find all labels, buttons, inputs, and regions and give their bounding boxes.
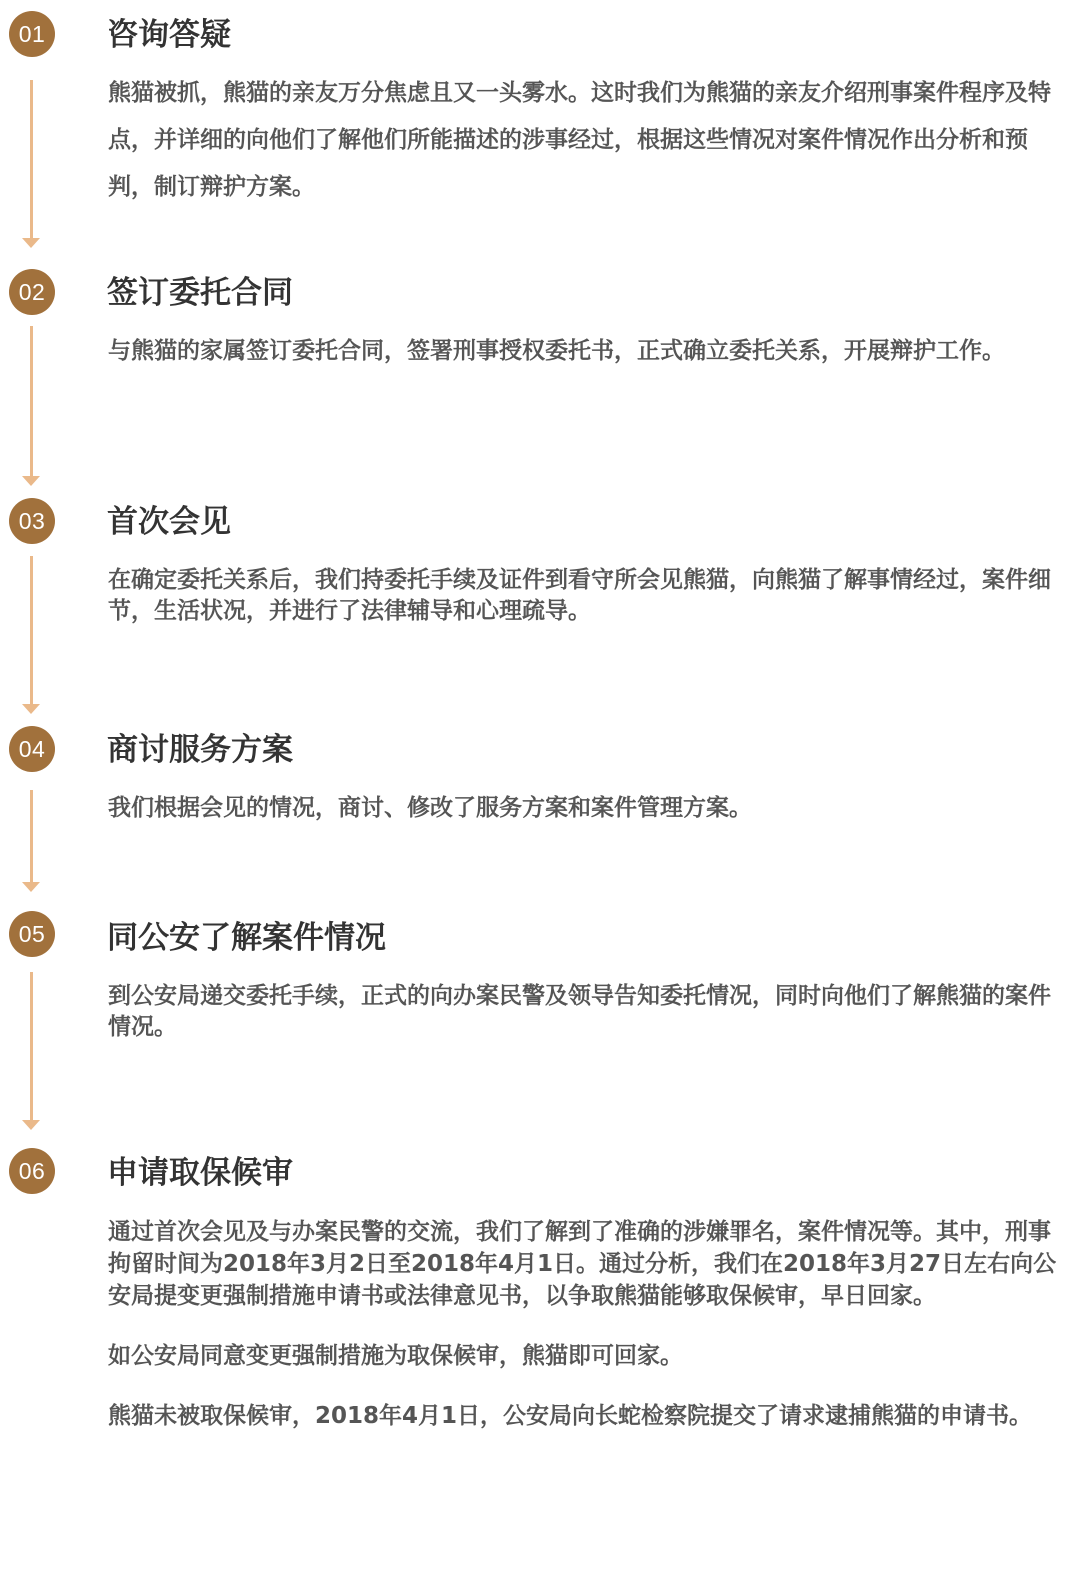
- step-number-badge: 01: [9, 11, 55, 57]
- step-paragraph: 到公安局递交委托手续，正式的向办案民警及领导告知委托情况，同时向他们了解熊猫的案件情况。: [108, 983, 1051, 1040]
- step-title: 商讨服务方案: [107, 732, 293, 768]
- step-description: [108, 565, 1058, 627]
- step-title: 同公安了解案件情况: [107, 920, 386, 956]
- step-description: [108, 793, 1058, 824]
- step-paragraph: 与熊猫的家属签订委托合同，签署刑事授权委托书，正式确立委托关系，开展辩护工作。: [108, 338, 1005, 364]
- step-paragraph: 通过首次会见及与办案民警的交流，我们了解到了准确的涉嫌罪名，案件情况等。其中，刑事拘留时间为2018年3月2日至2018年4月1日。通过分析，我们在2018年3月27日左右向公安局提变更强制措施申请书或法律意见书，以争取熊猫能够取保候审，早日回家。: [108, 1219, 1057, 1309]
- down-arrow-icon: [22, 1120, 40, 1130]
- step-title: 首次会见: [107, 504, 231, 540]
- step-number-badge: 06: [9, 1148, 55, 1194]
- timeline-connector-line: [30, 972, 33, 1120]
- timeline-connector-line: [30, 556, 33, 704]
- step-description: [108, 981, 1058, 1043]
- step-title: 申请取保候审: [107, 1155, 293, 1191]
- step-title: 咨询答疑: [107, 17, 231, 53]
- timeline-connector-line: [30, 790, 33, 882]
- step-paragraph: 熊猫未被取保候审，2018年4月1日，公安局向长蛇检察院提交了请求逮捕熊猫的申请书。: [108, 1403, 1033, 1429]
- timeline-connector-line: [30, 326, 33, 476]
- step-description: [108, 336, 1058, 367]
- step-paragraph: 在确定委托关系后，我们持委托手续及证件到看守所会见熊猫，向熊猫了解事情经过，案件细节，生活状况，并进行了法律辅导和心理疏导。: [108, 567, 1051, 624]
- down-arrow-icon: [22, 704, 40, 714]
- step-paragraph: 熊猫被抓，熊猫的亲友万分焦虑且又一头雾水。这时我们为熊猫的亲友介绍刑事案件程序及特点，并详细的向他们了解他们所能描述的涉事经过，根据这些情况对案件情况作出分析和预判，制订辩护方案。: [108, 80, 1051, 200]
- step-paragraph: 我们根据会见的情况，商讨、修改了服务方案和案件管理方案。: [108, 795, 752, 821]
- step-description: [108, 1216, 1058, 1432]
- step-description: [108, 70, 1058, 211]
- timeline-connector-line: [30, 80, 33, 238]
- step-number-badge: 03: [9, 498, 55, 544]
- down-arrow-icon: [22, 476, 40, 486]
- down-arrow-icon: [22, 882, 40, 892]
- step-number-badge: 05: [9, 911, 55, 957]
- step-paragraph: 如公安局同意变更强制措施为取保候审，熊猫即可回家。: [108, 1343, 683, 1369]
- down-arrow-icon: [22, 238, 40, 248]
- step-number-badge: 02: [9, 269, 55, 315]
- step-title: 签订委托合同: [107, 275, 293, 311]
- step-number-badge: 04: [9, 726, 55, 772]
